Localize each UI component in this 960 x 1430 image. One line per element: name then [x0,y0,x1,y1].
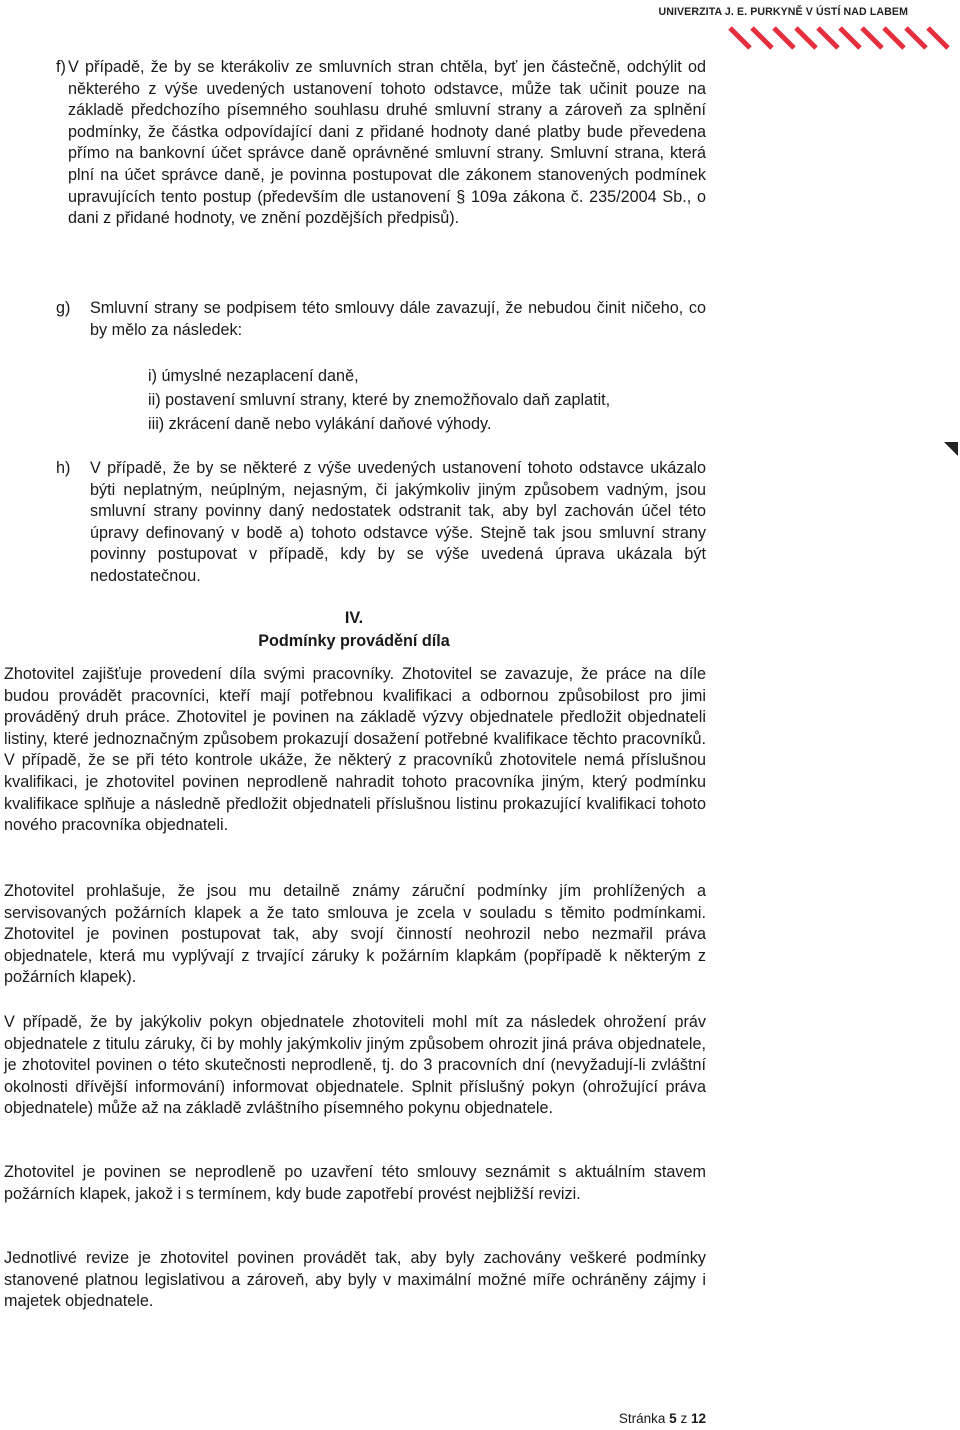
corner-triangle-icon [944,442,958,456]
page-number [619,1408,706,1430]
item-label: g) [56,299,71,317]
sub-item: ii) postavení smluvní strany, které by znemožňovalo daň zaplatit, [148,390,611,409]
sub-list [148,366,708,438]
item-label: h) [56,459,71,477]
page-current: 5 [669,1411,677,1426]
university-logo [658,0,960,50]
section-title: Podmínky provádění díla [258,632,450,650]
list-item-h [56,458,706,588]
page-separator: z [680,1411,688,1426]
item-text: V případě, že by se kterákoliv ze smluvních stran chtěla, byť jen částečně, odchýlit od některého z výše uvedených ustanovení tohoto odstavce, může tak učinit pouze na základě předchozího písemného souhlasu druhé smluvní strany a zároveň za splnění podmínky, že částka odpovídající dani z přidané hodnoty dané platby bude převedena přímo na bankovní účet správce daně oprávněné smluvní strany. Smluvní strana, která plní na účet správce daně, je povinna postupovat dle zákonem stanovených podmínek upravujících tento postup (především dle ustanovení § 109a zákona č. 235/2004 Sb., o dani z přidané hodnoty, ve znění pozdějších předpisů). [68,58,706,228]
university-name: UNIVERZITA J. E. PURKYNĚ V ÚSTÍ NAD LABEM [658,6,908,18]
sub-item: iii) zkrácení daně nebo vylákání daňové výhody. [148,414,492,433]
list-item-f [56,57,706,230]
paragraph: Jednotlivé revize je zhotovitel povinen provádět tak, aby byly zachovány veškeré podmínky stanovené platnou legislativou a zároveň, aby byly v maximální možné míře ochráněny zájmy i majetek objednatele. [4,1249,706,1311]
list-item-g [56,298,706,341]
item-text: Smluvní strany se podpisem této smlouvy dále zavazují, že nebudou činit ničeho, co by mělo za následek: [90,299,706,339]
item-text: V případě, že by se některé z výše uvedených ustanovení tohoto odstavce ukázalo býti neplatným, neúplným, nejasným, či jakýmkoliv jiným způsobem vadným, jsou smluvní strany povinny daný nedostatek odstranit tak, aby byl zachován účel této úpravy definovaný v bodě a) tohoto odstavce výše. Stejně tak jsou smluvní strany povinny postupovat v případě, kdy by se výše uvedená úprava ukázala být nedostatečnou. [90,459,706,585]
paragraph: Zhotovitel prohlašuje, že jsou mu detailně známy záruční podmínky jím prohlížených a servisovaných požárních klapek a že tato smlouva je zcela v souladu s těmito podmínkami. Zhotovitel je povinen postupovat tak, aby svojí činností neohrozil nebo nezmařil práva objednatele, která mu vyplývají z trvající záruky k požárním klapkám (popřípadě k některým z požárních klapek). [4,882,706,987]
page-label: Stránka [618,1411,666,1426]
paragraph: Zhotovitel je povinen se neprodleně po uzavření této smlouvy seznámit s aktuálním stavem požárních klapek, jakož i s termínem, kdy bude zapotřebí provést nejbližší revizi. [4,1163,706,1203]
sub-item: i) úmyslné nezaplacení daně, [148,367,359,385]
item-label: f) [56,58,66,76]
paragraph: Zhotovitel zajišťuje provedení díla svými pracovníky. Zhotovitel se zavazuje, že práce na díle budou provádět pracovníci, kteří mají potřebnou kvalifikaci a odbornou způsobilost pro jimi prováděný druh práce. Zhotovitel je povinen na základě výzvy objednatele předložit objednateli listiny, které jednoznačným způsobem prokazují dosažení potřebné kvalifikace těchto pracovníků. V případě, že se při této kontrole ukáže, že některý z pracovníků zhotovitele nemá příslušnou kvalifikaci, je zhotovitel povinen neprodleně nahradit tohoto pracovníka jiným, který podmínku kvalifikace splňuje a následně předložit objednateli příslušnou listinu prokazující kvalifikaci tohoto nového pracovníka objednateli. [4,665,706,835]
page-total: 12 [690,1411,706,1426]
logo-stripes-icon [710,14,960,50]
section-number: IV. [344,609,364,627]
paragraph: V případě, že by jakýkoliv pokyn objednatele zhotoviteli mohl mít za následek ohrožení práv objednatele z titulu záruky, či by mohly jakýmkoliv jiným způsobem ohrozit jiná práva objednatele, je zhotovitel povinen o této skutečnosti neprodleně, tj. do 3 pracovních dní (nevyžadují-li zvláštní okolnosti dřívější informování) informovat objednatele. Splnit příslušný pokyn (ohrožující práva objednatele) může až na základě zvláštního písemného pokynu objednatele. [4,1013,706,1118]
